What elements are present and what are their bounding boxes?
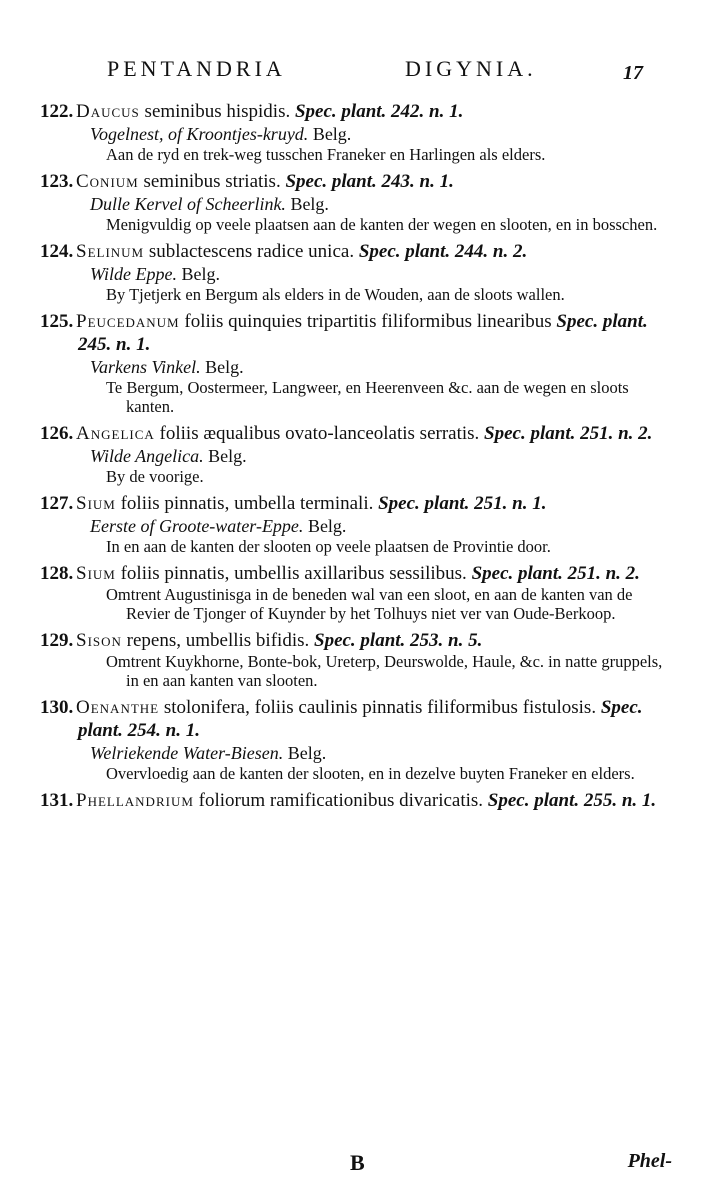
vernacular-name [40,263,672,285]
species-entry [40,562,672,623]
species-entry [40,422,672,486]
genus-name: Angelica [76,423,155,444]
habitat-note: Te Bergum, Oostermeer, Langweer, en Heerenveen &c. aan de wegen en sloots kanten. [106,378,629,416]
entry-number: 129. [40,630,74,651]
species-reference: Spec. plant. 251. n. 1. [378,493,547,514]
entry-number: 126. [40,423,74,444]
entry-number: 128. [40,563,74,584]
species-description [40,789,672,812]
dutch-name: Welriekende Water-Biesen. [90,743,284,763]
genus-name: Daucus [76,101,140,122]
genus-name: Oenanthe [76,697,160,718]
dutch-name: Wilde Angelica. [90,446,204,466]
header-class: PENTANDRIA [107,56,286,81]
entry-number: 124. [40,241,74,262]
diagnosis-text: sublactescens radice unica. [144,241,359,262]
species-reference: Spec. plant. 253. n. 5. [314,630,483,651]
genus-name: Phellandrium [76,790,194,811]
vernacular-name [40,356,672,378]
habitat-note: Omtrent Kuykhorne, Bonte-bok, Ureterp, Deurswolde, Haule, &c. in natte gruppels, in en aan kanten van slooten. [106,652,663,690]
language-tag: Belg. [303,516,347,536]
vernacular-name [40,742,672,764]
dutch-name: Dulle Kervel of Scheerlink. [90,194,286,214]
habitat-note: By de voorige. [106,467,204,486]
language-tag: Belg. [283,743,327,763]
species-entry [40,492,672,556]
genus-name: Sium [76,563,116,584]
species-reference: Spec. plant. 243. n. 1. [285,171,454,192]
species-reference: Spec. plant. 244. n. 2. [358,241,528,262]
diagnosis-text: repens, umbellis bifidis. [121,630,314,651]
species-description [40,492,672,515]
genus-name: Selinum [76,241,145,262]
species-reference: Spec. plant. 254. n. 1. [78,697,643,741]
dutch-name: Vogelnest, of Kroontjes-kruyd. [90,124,309,144]
diagnosis-text: stolonifera, foliis caulinis pinnatis filiformibus fistulosis. [159,697,601,718]
language-tag: Belg. [200,357,244,377]
entry-number: 122. [40,101,74,122]
vernacular-name [40,445,672,467]
signature-mark: B [350,1150,365,1175]
species-description [40,696,672,742]
language-tag: Belg. [176,264,220,284]
habitat-note: Omtrent Augustinisga in de beneden wal van een sloot, en aan de kanten van de Revier de Tjonger of Kuynder by het Tolhuys niet ver van Oude-Berkoop. [106,585,633,623]
diagnosis-text: seminibus striatis. [138,171,286,192]
dutch-name: Eerste of Groote-water-Eppe. [90,516,304,536]
entry-number: 130. [40,697,74,718]
entry-number: 127. [40,493,74,514]
diagnosis-text: foliis æqualibus ovato-lanceolatis serratis. [154,423,485,444]
habitat-note: By Tjetjerk en Bergum als elders in de Wouden, aan de sloots wallen. [106,285,565,304]
species-description [40,240,672,263]
species-description [40,422,672,445]
entry-number: 131. [40,790,74,811]
language-tag: Belg. [308,124,352,144]
species-entry [40,789,672,812]
entry-number: 125. [40,311,74,332]
species-reference: Spec. plant. 251. n. 2. [484,423,653,444]
language-tag: Belg. [203,446,247,466]
vernacular-name [40,515,672,537]
diagnosis-text: seminibus hispidis. [139,101,295,122]
species-entry [40,170,672,234]
species-description [40,310,672,356]
species-description [40,100,672,123]
species-entry [40,100,672,164]
species-reference: Spec. plant. 255. n. 1. [487,790,657,811]
entry-number: 123. [40,171,74,192]
genus-name: Sison [76,630,122,651]
species-reference: Spec. plant. 245. n. 1. [78,311,648,355]
diagnosis-text: foliis pinnatis, umbellis axillaribus sessilibus. [115,563,472,584]
species-reference: Spec. plant. 251. n. 2. [471,563,640,584]
species-description [40,562,672,585]
genus-name: Conium [76,171,139,192]
species-list [40,100,672,818]
genus-name: Peucedanum [76,311,180,332]
habitat-note: Menigvuldig op veele plaatsen aan de kanten der wegen en slooten, en in bosschen. [106,215,658,234]
species-reference: Spec. plant. 242. n. 1. [294,101,464,122]
page-number: 17 [623,62,643,84]
diagnosis-text: foliorum ramificationibus divaricatis. [193,790,488,811]
habitat-note: Overvloedig aan de kanten der slooten, en in dezelve buyten Franeker en elders. [106,764,635,783]
vernacular-name [40,193,672,215]
header-order: DIGYNIA. [405,56,537,81]
catchword: Phel- [627,1150,672,1172]
species-entry [40,629,672,690]
species-entry [40,240,672,304]
genus-name: Sium [76,493,116,514]
species-entry [40,696,672,783]
habitat-note: Aan de ryd en trek-weg tusschen Franeker en Harlingen als elders. [106,145,546,164]
dutch-name: Varkens Vinkel. [90,357,201,377]
dutch-name: Wilde Eppe. [90,264,177,284]
habitat-note: In en aan de kanten der slooten op veele plaatsen de Provintie door. [106,537,551,556]
species-description [40,629,672,652]
language-tag: Belg. [285,194,329,214]
vernacular-name [40,123,672,145]
species-description [40,170,672,193]
species-entry [40,310,672,416]
diagnosis-text: foliis quinquies tripartitis filiformibus linearibus [179,311,557,332]
diagnosis-text: foliis pinnatis, umbella terminali. [115,493,379,514]
page-footer [40,1150,672,1180]
